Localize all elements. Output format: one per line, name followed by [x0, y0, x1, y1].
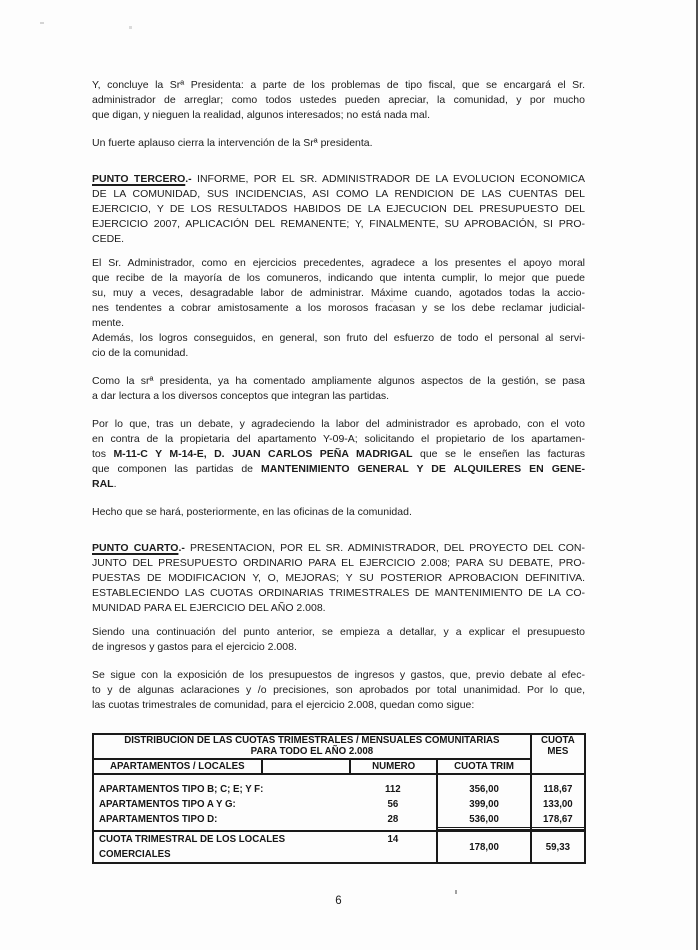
text-line	[92, 346, 585, 361]
table-footer-labels	[93, 831, 437, 863]
text-segment: JUNTO DEL PRESUPUESTO ORDINARIO PARA EL EJERCICIO 2.008; PARA SU DEBATE, PRO-	[92, 557, 585, 569]
text-segment: to y de algunas aclaraciones y /o precisiones, son aprobados por total unanimidad. Por lo que,	[92, 684, 585, 696]
text-line	[92, 389, 585, 404]
text-segment: administrador de arreglar; como todos ustedes pueden apreciar, la comunidad, y por mucho	[92, 94, 585, 106]
text-segment: DE LA COMUNIDAD, SUS INCIDENCIAS, ASI COMO LA RENDICION DE LAS CUENTAS DEL	[92, 188, 585, 200]
text-line	[92, 683, 585, 698]
text-line	[92, 698, 585, 713]
text-segment: MUNIDAD PARA EL EJERCICIO DEL AÑO 2.008.	[92, 602, 326, 614]
text-segment: M-11-C Y M-14-E, D. JUAN CARLOS PEÑA MADRIGAL	[113, 448, 413, 460]
para-continuacion	[92, 625, 585, 655]
table-title	[93, 734, 531, 759]
text-segment: Como la srª presidenta, ya ha comentado ampliamente algunos aspectos de la gestión, se pasa	[92, 375, 585, 387]
text-line	[92, 417, 585, 432]
text-line	[92, 331, 585, 346]
footer-cuota-trim: 178,00	[437, 831, 530, 863]
text-segment: en contra de la propietaria del apartamento Y-09-A; solicitando el propietario de los apartamen-	[92, 433, 585, 445]
text-segment: EJERCICIO, Y DE LOS RESULTADOS HABIDOS DE LA EJECUCION DEL PRESUPUESTO DEL	[92, 203, 585, 215]
text-segment: INFORME, POR EL SR. ADMINISTRADOR DE LA EVOLUCION ECONOMICA	[191, 173, 585, 185]
text-segment: mente.	[92, 317, 125, 329]
text-line	[92, 571, 585, 586]
document-content	[92, 78, 585, 909]
cuota-trim-value: 536,00	[469, 814, 499, 825]
scan-speck	[455, 890, 457, 894]
text-line	[92, 136, 585, 151]
para-aplauso	[92, 136, 585, 151]
row-label: APARTAMENTOS TIPO B; C; E; Y F:	[99, 784, 264, 795]
text-line	[92, 601, 585, 616]
table-footer-row	[93, 831, 585, 863]
text-segment: PUNTO CUARTO	[92, 542, 179, 554]
text-line	[92, 477, 585, 492]
text-line	[92, 187, 585, 202]
text-segment: Y, concluye la Srª Presidenta: a parte de los problemas de tipo fiscal, que se encargará el Sr.	[92, 79, 585, 91]
scan-speck	[390, 300, 393, 302]
cuota-trim-value: 399,00	[469, 799, 499, 810]
text-line	[92, 374, 585, 389]
document-paragraphs	[92, 78, 585, 713]
cuota-trim-value: 356,00	[469, 784, 499, 795]
text-line	[92, 625, 585, 640]
footer-cuota-mes: 59,33	[545, 841, 570, 853]
table-header-row	[93, 759, 585, 774]
text-line	[92, 286, 585, 301]
text-segment: cio de la comunidad.	[92, 347, 189, 359]
table-row	[94, 782, 436, 797]
scan-speck	[129, 26, 132, 29]
text-line	[92, 271, 585, 286]
heading-punto-tercero	[92, 172, 585, 247]
text-segment: El Sr. Administrador, como en ejercicios precedentes, agradece a los presentes el apoyo moral	[92, 257, 585, 269]
text-line	[92, 640, 585, 655]
text-segment: .-	[185, 173, 192, 185]
text-line	[92, 556, 585, 571]
text-segment: nes tendentes a cobrar amistosamente a los morosos fracasan y se los debe reclamar judicial-	[92, 302, 585, 314]
para-exposicion-presupuestos	[92, 668, 585, 713]
text-segment: .	[113, 478, 117, 490]
table-row	[94, 797, 436, 812]
text-line	[92, 172, 585, 187]
table-title-line2: PARA TODO EL AÑO 2.008	[250, 746, 374, 757]
row-numero: 112	[385, 784, 401, 795]
scan-edge-artifact	[696, 0, 698, 950]
sum-underline	[438, 827, 529, 830]
cuotas-table	[92, 733, 586, 864]
table-header-cuota-trim: CUOTA TRIM	[437, 759, 530, 774]
para-lectura-partidas	[92, 374, 585, 404]
text-segment: Por lo que, tras un debate, y agradeciendo la labor del administrador es aprobado, con el voto	[92, 418, 585, 430]
para-hecho-oficinas	[92, 505, 585, 520]
table-title-line1: DISTRIBUCION DE LAS CUOTAS TRIMESTRALES / MENSUALES COMUNITARIAS	[124, 735, 500, 746]
para-debate-aprobacion	[92, 417, 585, 492]
table-header-cuota-mes	[531, 734, 585, 774]
text-segment: PRESENTACION, POR EL SR. ADMINISTRADOR, DEL PROYECTO DEL CON-	[184, 542, 585, 554]
text-segment: las cuotas trimestrales de comunidad, para el ejercicio 2.008, quedan como sigue:	[92, 699, 475, 711]
text-line	[92, 217, 585, 232]
heading-punto-cuarto	[92, 541, 585, 616]
text-line	[92, 668, 585, 683]
text-segment: RAL	[92, 478, 114, 490]
cuota-mes-line1: CUOTA	[541, 735, 575, 746]
table-body-cuota-trim	[437, 774, 530, 831]
text-segment: MANTENIMIENTO GENERAL Y DE ALQUILERES EN GENE-	[261, 463, 585, 475]
row-label: APARTAMENTOS TIPO D:	[99, 814, 218, 825]
text-line	[92, 316, 585, 331]
text-segment: de ingresos y gastos para el ejercicio 2.008.	[92, 641, 297, 653]
para-administrador-agradece	[92, 256, 585, 361]
text-segment: Se sigue con la exposición de los presupuestos de ingresos y gastos, que, previo debate al efec-	[92, 669, 585, 681]
para-conclusion-presidenta	[92, 78, 585, 123]
table-body-row	[93, 774, 585, 831]
text-segment: que recibe de la mayoría de los comuneros, indicando que intenta cumplir, lo mejor que puede	[92, 272, 585, 284]
scan-speck	[40, 22, 44, 24]
cuota-mes-line2: MES	[547, 746, 569, 757]
text-line	[92, 202, 585, 217]
row-numero: 56	[387, 799, 399, 810]
text-line	[92, 301, 585, 316]
text-line	[92, 541, 585, 556]
text-line	[92, 462, 585, 477]
table-body-cuota-mes	[531, 774, 585, 831]
text-line	[92, 108, 585, 123]
text-segment: PUESTAS DE MODIFICACION Y, O, MEJORAS; Y SU POSTERIOR APROBACION DEFINITIVA.	[92, 572, 585, 584]
cuota-mes-value: 178,67	[543, 814, 573, 825]
table-header-empty	[262, 759, 350, 774]
text-line	[92, 447, 585, 462]
text-segment: Hecho que se hará, posteriormente, en las oficinas de la comunidad.	[92, 506, 412, 518]
row-numero: 14	[387, 834, 399, 845]
table-row	[94, 832, 436, 862]
row-label: APARTAMENTOS TIPO A Y G:	[99, 799, 236, 810]
row-label: CUOTA TRIMESTRAL DE LOS LOCALES COMERCIALES	[99, 834, 286, 860]
text-segment: tos	[92, 448, 114, 460]
text-line	[92, 93, 585, 108]
text-segment: Un fuerte aplauso cierra la intervención de la Srª presidenta.	[92, 137, 373, 149]
text-segment: su, muy a veces, desagradable labor de administrar. Máxime cuando, agotados todas la accio-	[92, 287, 585, 299]
text-segment: que digan, y nieguen la realidad, algunos interesados; no está nada mal.	[92, 109, 430, 121]
text-segment: EJERCICIO 2007, APLICACIÓN DEL REMANENTE; Y, FINALMENTE, SU APROBACIÓN, SI PRO-	[92, 218, 585, 230]
text-line	[92, 432, 585, 447]
text-segment: que componen las partidas de	[92, 463, 262, 475]
cuota-mes-value: 133,00	[543, 799, 573, 810]
text-line	[92, 232, 585, 247]
table-header-numero: NUMERO	[350, 759, 437, 774]
text-line	[92, 586, 585, 601]
text-line	[92, 505, 585, 520]
text-segment: CEDE.	[92, 233, 125, 245]
sum-underline	[532, 827, 584, 830]
table-title-row	[93, 734, 585, 759]
text-line	[92, 78, 585, 93]
table-row	[94, 812, 436, 827]
text-segment: PUNTO TERCERO	[92, 173, 186, 185]
text-segment: .-	[178, 542, 185, 554]
text-segment: Además, los logros conseguidos, en general, son fruto del esfuerzo de todo el personal al servi-	[92, 332, 585, 344]
table-body-labels	[93, 774, 437, 831]
cuota-mes-value: 118,67	[543, 784, 573, 795]
page-number: 6	[335, 895, 342, 907]
text-line	[92, 256, 585, 271]
text-segment: a dar lectura a los diversos conceptos que integran las partidas.	[92, 390, 390, 402]
row-numero: 28	[387, 814, 399, 825]
text-segment: ESTABLECIENDO LAS CUOTAS ORDINARIAS TRIMESTRALES DE MANTENIMIENTO DE LA CO-	[92, 587, 585, 599]
text-segment: que se le enseñen las facturas	[412, 448, 585, 460]
text-segment: Siendo una continuación del punto anterior, se empieza a detallar, y a explicar el presupuesto	[92, 626, 585, 638]
table-header-apartamentos-locales: APARTAMENTOS / LOCALES	[93, 759, 262, 774]
